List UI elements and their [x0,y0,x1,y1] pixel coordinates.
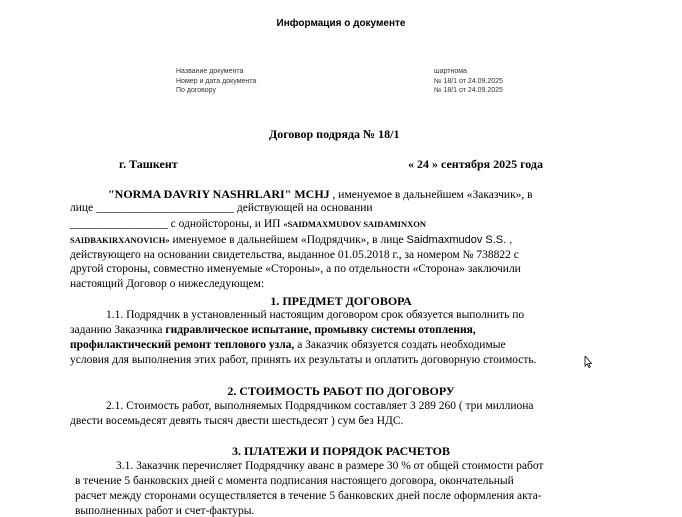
section-3-heading: 3. ПЛАТЕЖИ И ПОРЯДОК РАСЧЕТОВ [231,444,450,458]
mouse-cursor-icon [584,356,592,368]
contract-title: Договор подряда № 18/1 [269,127,400,141]
section-3-line-1: 3.1. Заказчик перечисляет Подрядчику аванс в размере 30 % от общей стоимости работ [116,460,544,472]
work-description-part1: гидравлическое испытание, промывку системы отопления, [165,324,476,336]
intro-line-7: настоящий Договор о нижеследующем: [70,278,265,290]
intro-line-4 [70,234,512,246]
section-1-line-3b: а Заказчик обязуется создать необходимые [294,339,506,351]
section-1-line-4: условия для выполнения этих работ, принять их результаты и оплатить договорную стоимость. [70,354,537,366]
intro-line-1-rest: , именуемое в дальнейшем «Заказчик», в [329,189,533,201]
intro-line-3 [70,218,426,230]
intro-line-2: лице ________________________ действующей на основании [70,202,373,214]
section-1-line-2a: заданию Заказчика [70,324,166,336]
customer-name: "NORMA DAVRIY NASHRLARI" MCHJ [108,187,330,201]
contractor-name-part1: «SAIDMAXMUDOV SAIDAMINXON [283,219,427,229]
contract-date: « 24 » сентября 2025 года [408,157,543,171]
section-1-line-1: 1.1. Подрядчик в установленный настоящим договором срок обязуется выполнить по [106,309,525,321]
meta-label-name: Название документа [176,68,244,75]
meta-value-number: № 18/1 от 24.09.2025 [434,78,503,85]
contract-city: г. Ташкент [119,157,178,171]
section-2-heading: 2. СТОИМОСТЬ РАБОТ ПО ДОГОВОРУ [227,384,455,398]
contractor-representative: Saidmaxmudov S.S. , [406,234,513,246]
section-1-line-3 [70,339,506,351]
meta-label-contract: По договору [176,87,216,94]
meta-value-contract: № 18/1 от 24.09.2025 [434,87,503,94]
section-1-line-2 [70,324,476,336]
intro-line-3a: _________________ с однойстороны, и ИП [70,218,284,230]
document-info-title: Информация о документе [276,18,406,29]
section-2-line-2: двести восемьдесят девять тысяч двести шестьдесят ) сум без НДС. [70,415,404,427]
section-3-line-4: выполненных работ и счет-фактуры. [75,505,255,517]
intro-line-5: действующего на основании свидетельства, выданное 01.05.2018 г., за номером № 738822 с [70,249,519,261]
intro-line-4b: именуемое в дальнейшем «Подрядчик», в лице [169,234,407,246]
section-1-heading: 1. ПРЕДМЕТ ДОГОВОРА [270,294,412,308]
section-3-line-2: в течение 5 банковских дней с момента подписания настоящего договора, окончательный [75,475,514,487]
intro-line-1 [108,187,533,202]
section-3-line-3: расчет между сторонами осуществляется в течение 5 банковских дней после оформления акта- [75,490,542,502]
section-2-line-1: 2.1. Стоимость работ, выполняемых Подрядчиком составляет 3 289 260 ( три миллиона [106,400,534,412]
meta-label-number: Номер и дата документа [176,78,257,85]
contractor-name-part2: SAIDBAKIRXANOVICH» [70,235,170,245]
intro-line-6: другой стороны, совместно именуемые «Стороны», а по отдельности «Сторона» заключили [70,263,521,275]
work-description-part2: профилактический ремонт теплового узла, [70,339,295,351]
meta-value-name: шартнома [434,68,467,75]
